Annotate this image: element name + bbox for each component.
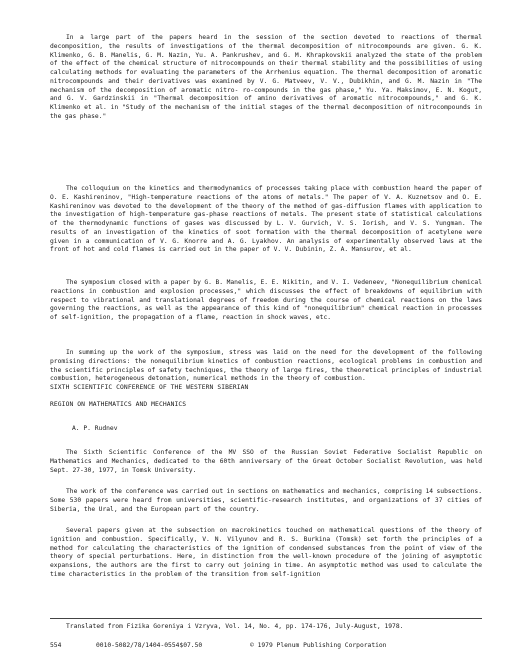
translation-note: Translated from Fizika Goreniya i Vzryva, Vol. 14, No. 4, pp. 174-176, July-August, 1978. xyxy=(66,623,404,630)
paragraph-macrokinetics: Several papers given at the subsection on macrokinetics touched on mathematical questions of the theory of ignition and combustion. Specifically, V. N. Vilyunov and R. S. Burkina (Tomsk) set forth the principles of a method for calculating the characteristics of the ignition of condensed substances from the point of view of the theory of special perturbations. Here, in distinction from the well-known procedure of the joining of asymptotic expansions, the authors are the first to carry out joining in time. An asymptotic method was used to calculate the time characteristics in the problem of the transition from self-ignition xyxy=(50,527,482,578)
section-heading-line2: REGION ON MATHEMATICS AND MECHANICS xyxy=(50,401,187,408)
paragraph-conference-intro: The Sixth Scientific Conference of the MV SSO of the Russian Soviet Federative Socialist Republic on Mathematics and Mechanics, dedicated to the 60th anniversary of the Great October Socialist Revolution, was held Sept. 27-30, 1977, in Tomsk University. xyxy=(50,449,482,474)
paragraph-summary: In summing up the work of the symposium, stress was laid on the need for the development of the following promising directions: the nonequilibrium kinetics of combustion reactions, ecological problems in combustion and the scientific principles of safety techniques, the theory of large fires, the theoretical principles of industrial combustion, heterogeneous detonation, numerical methods in the theory of combustion. xyxy=(50,349,482,383)
paragraph-symposium-close: The symposium closed with a paper by G. B. Manelis, E. E. Nikitin, and V. I. Vedeneev, "Nonequilibrium chemical reactions in combustion and explosion processes," which discusses the effect of breakdowns of equilibrium with respect to vibrational and translational degrees of freedom during the course of chemical reactions on the laws governing the reactions, as well as the appearance of this kind of "nonequilibrium" chemical reaction in processes of self-ignition, the propagation of a flame, reaction in shock waves, etc. xyxy=(50,279,482,321)
copyright-notice: © 1979 Plenum Publishing Corporation xyxy=(250,642,387,649)
paragraph-conference-work: The work of the conference was carried out in sections on mathematics and mechanics, comprising 14 subsections. Some 530 papers were heard from universities, scientific-research institutes, and organizations of 37 cities of Siberia, the Ural, and the European part of the country. xyxy=(50,488,483,513)
publication-code: 0010-5082/78/1404-0554$07.50 xyxy=(96,642,203,649)
footer-rule xyxy=(50,618,482,619)
section-heading-line1: SIXTH SCIENTIFIC CONFERENCE OF THE WESTERN SIBERIAN xyxy=(50,384,249,391)
page-number: 554 xyxy=(50,642,62,649)
paragraph-thermal-decomposition: In a large part of the papers heard in the session of the section devoted to reactions of thermal decomposition, the results of investigations of the thermal decomposition of nitrocompounds are given. G. K. Klimenko, G. B. Manelis, G. M. Nazin, Yu. A. Pankrushev, and G. M. Khrapkovskii analyzed the state of the problem of the effect of the chemical structure of nitrocompounds on their thermal stability and the possibilities of using calculating methods for evaluating the parameters of the Arrhenius equation. The thermal decomposition of aromatic nitrocompounds and their derivatives was examined by V. G. Matveev, V. V., Dubikhin, and G. M. Nazin in "The mechanism of the decomposition of aromatic nitro- ro-compounds in the gas phase," Yu. Ya. Maksimov, E. N. Kogut, and G. V. Gardzinskii in "Thermal decomposition of amino derivatives of aromatic nitrocompounds," and G. K. Klimenko et al. in "Study of the mechanism of the initial stages of the thermal decomposition of nitrocompounds in the gas phase." xyxy=(50,34,482,120)
paragraph-colloquium: The colloquium on the kinetics and thermodynamics of processes taking place with combustion heard the paper of O. E. Kashireninov, "High-temperature reactions of the atoms of metals." The paper of V. A. Kuznetsov and O. E. Kashireninov was devoted to the development of the theory of the method of gas-diffusion flames with application to the investigation of high-temperature gas-phase reactions of metals. The present state of statistical calculations of the thermodynamic functions of gases was discussed by L. V. Gurvich, V. S. Iorish, and V. S. Yungman. The results of an investigation of the kinetics of soot formation with the thermal decomposition of acetylene were given in a communication of V. G. Knorre and A. G. Lyakhov. An analysis of experimentally observed laws at the front of hot and cold flames is carried out in the paper of V. V. Dubinin, Z. A. Mansurov, et al. xyxy=(50,185,482,254)
section-author: A. P. Rudnev xyxy=(72,425,118,432)
